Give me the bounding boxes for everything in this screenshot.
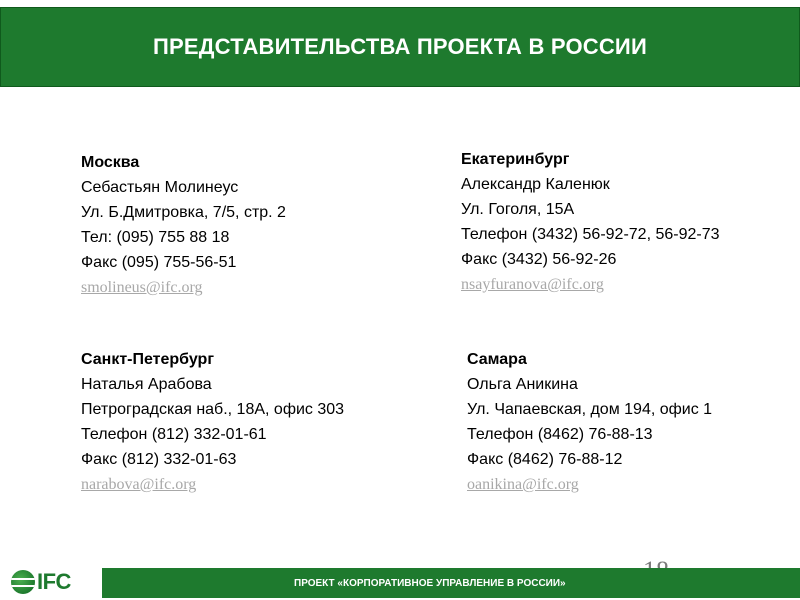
office-saint-petersburg [81, 347, 344, 497]
office-fax: Факс (8462) 76-88-12 [467, 451, 623, 468]
office-address: Ул. Чапаевская, дом 194, офис 1 [467, 401, 713, 418]
office-fax: Факс (3432) 56-92-26 [461, 251, 617, 268]
office-email-link[interactable]: smolineus@ifc.org [81, 279, 203, 296]
office-city: Санкт-Петербург [81, 351, 214, 368]
office-city: Москва [81, 154, 140, 171]
office-ekaterinburg [461, 147, 720, 297]
page-title: ПРЕДСТАВИТЕЛЬСТВА ПРОЕКТА В РОССИИ [153, 34, 647, 59]
office-address: Ул. Б.Дмитровка, 7/5, стр. 2 [81, 204, 286, 221]
office-person: Ольга Аникина [467, 376, 578, 393]
office-phone: Телефон (3432) 56-92-72, 56-92-73 [461, 226, 720, 243]
office-phone: Телефон (812) 332-01-61 [81, 426, 267, 443]
title-bar [0, 7, 800, 87]
office-phone: Телефон (8462) 76-88-13 [467, 426, 653, 443]
office-address: Петроградская наб., 18А, офис 303 [81, 401, 345, 418]
globe-icon [11, 570, 35, 594]
office-phone: Тел: (095) 755 88 18 [81, 229, 230, 246]
office-person: Александр Каленюк [461, 176, 610, 193]
logo-text: IFC [37, 569, 71, 594]
office-address: Ул. Гоголя, 15А [461, 201, 575, 218]
office-email-link[interactable]: nsayfuranova@ifc.org [461, 276, 604, 293]
footer-text: ПРОЕКТ «КОРПОРАТИВНОЕ УПРАВЛЕНИЕ В РОССИИ» [294, 577, 566, 589]
office-email-link[interactable]: oanikina@ifc.org [467, 476, 579, 493]
office-fax: Факс (095) 755-56-51 [81, 254, 237, 271]
office-samara [467, 347, 712, 497]
office-person: Наталья Арабова [81, 376, 212, 393]
office-fax: Факс (812) 332-01-63 [81, 451, 237, 468]
footer-bar [102, 568, 800, 598]
office-city: Самара [467, 351, 527, 368]
office-person: Себастьян Молинеус [81, 179, 239, 196]
office-email-link[interactable]: narabova@ifc.org [81, 476, 197, 493]
ifc-logo [11, 568, 71, 596]
office-city: Екатеринбург [461, 151, 570, 168]
office-moscow [81, 150, 286, 300]
